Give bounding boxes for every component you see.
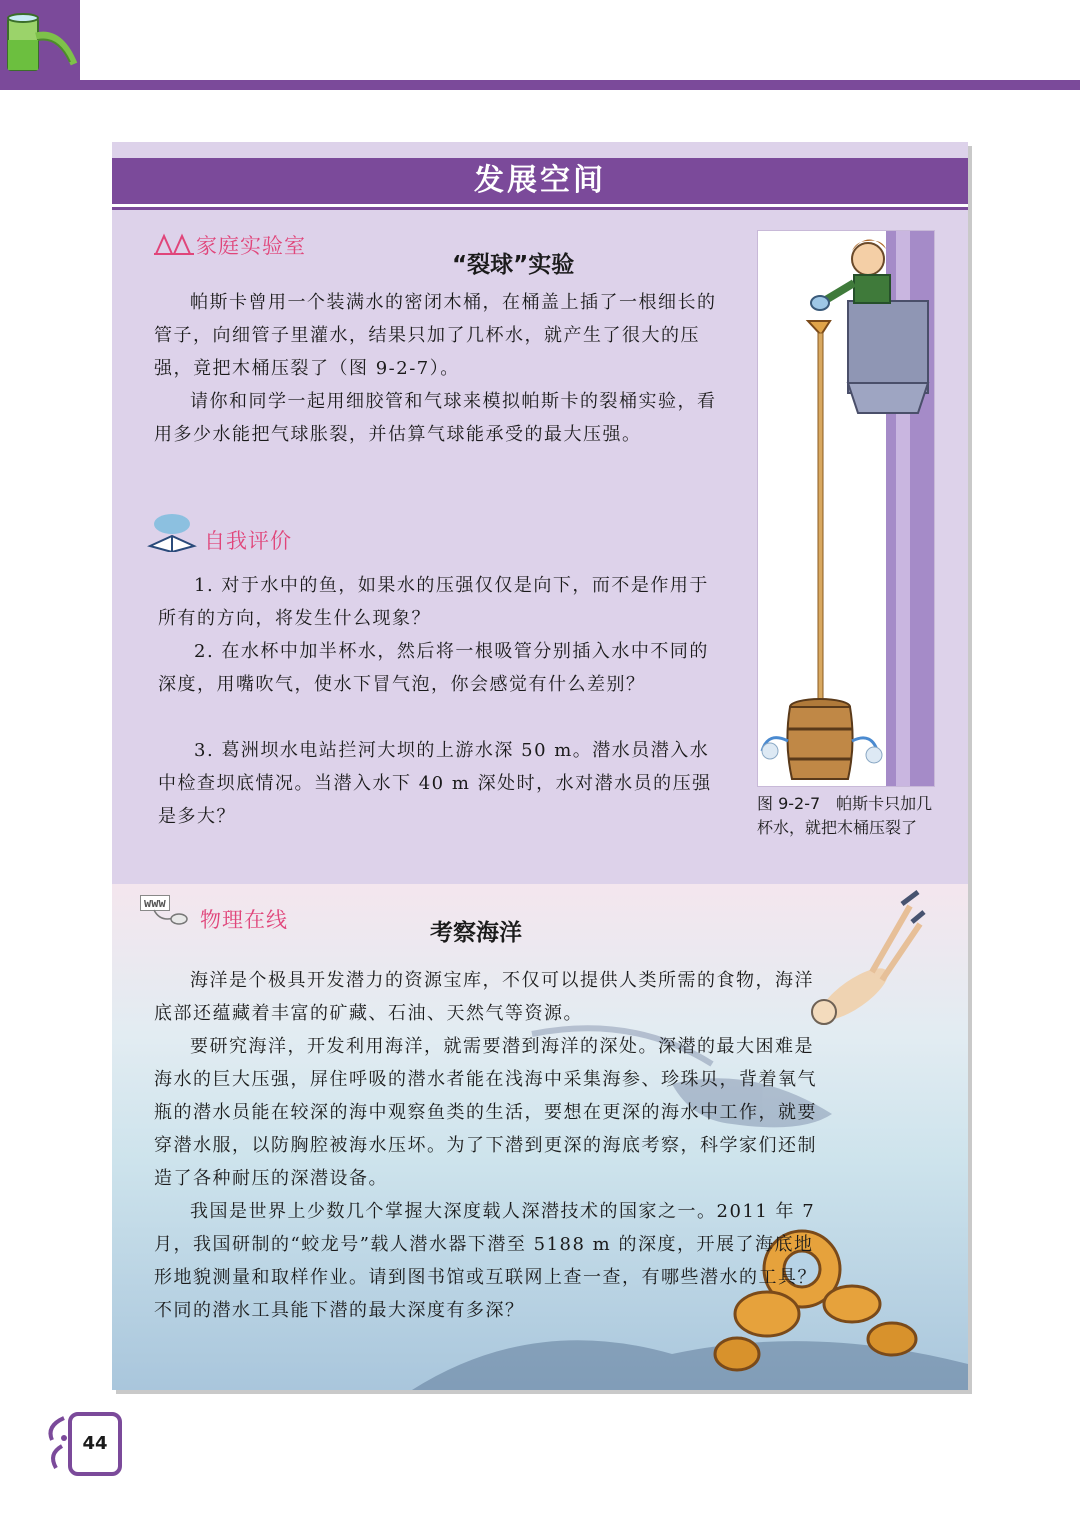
self-eval-question-3: 3. 葛洲坝水电站拦河大坝的上游水深 50 m。潜水员潜入水中检查坝底情况。当潜入水下 40 m 深处时，水对潜水员的压强是多大？	[158, 740, 712, 827]
self-eval-question-2: 2. 在水杯中加半杯水，然后将一根吸管分别插入水中不同的深度，用嘴吹气，使水下冒气泡，你会感觉有什么差别？	[158, 641, 709, 695]
www-icon	[140, 892, 192, 926]
online-heading: 物理在线	[200, 908, 288, 932]
online-paragraph-3: 我国是世界上少数几个掌握大深度载人深潜技术的国家之一。2011 年 7 月，我国研制的“蛟龙号”载人潜水器下潜至 5188 m 的深度，开展了海底地形地貌测量和取样作业。请到图书馆或互联网上查一查，有哪些潜水的工具？不同的潜水工具能下潜的最大深度有多深？	[154, 1201, 817, 1321]
header-stripe	[0, 80, 1080, 90]
self-eval-question-1: 1. 对于水中的鱼，如果水的压强仅仅是向下，而不是作用于所有的方向，将发生什么现象？	[158, 575, 709, 629]
home-lab-title: “裂球”实验	[452, 252, 575, 278]
beaker-icon	[0, 0, 80, 80]
home-lab-paragraph-2: 请你和同学一起用细胶管和气球来模拟帕斯卡的裂桶实验，看用多少水能把气球胀裂，并估算气球能承受的最大压强。	[154, 391, 717, 445]
page-number: 44	[82, 1433, 108, 1454]
development-space-section	[112, 142, 968, 1390]
figure-caption: 图 9-2-7 帕斯卡只加几杯水，就把木桶压裂了	[757, 794, 933, 837]
www-label: www	[140, 895, 170, 911]
online-title: 考察海洋	[430, 920, 522, 946]
book-icon	[146, 512, 198, 552]
header-corner	[0, 0, 80, 86]
self-eval-heading: 自我评价	[204, 529, 292, 553]
page-number-box	[68, 1412, 122, 1476]
top-header-bar	[0, 0, 1080, 92]
section-banner	[112, 158, 968, 207]
section-title: 发展空间	[474, 163, 606, 198]
pascal-barrel-figure	[757, 230, 935, 787]
pascal-barrel-illustration	[758, 231, 934, 786]
online-paragraph-2: 要研究海洋，开发利用海洋，就需要潜到海洋的深处。深潜的最大困难是海水的巨大压强，屏住呼吸的潜水者能在浅海中采集海参、珍珠贝，背着氧气瓶的潜水员能在较深的海中观察鱼类的生活，要想在更深的海水中工作，就要穿潜水服，以防胸腔被海水压坏。为了下潜到更深的海底考察，科学家们还制造了各种耐压的深潜设备。	[154, 1036, 817, 1189]
home-lab-heading: 家庭实验室	[196, 234, 306, 258]
mouse-icon	[152, 908, 188, 926]
online-paragraph-1: 海洋是个极具开发潜力的资源宝库，不仅可以提供人类所需的食物，海洋底部还蕴藏着丰富的矿藏、石油、天然气等资源。	[154, 970, 814, 1024]
balance-icon	[154, 232, 194, 258]
home-lab-paragraph-1: 帕斯卡曾用一个装满水的密闭木桶，在桶盖上插了一根细长的管子，向细管子里灌水，结果只加了几杯水，就产生了很大的压强，竟把木桶压裂了（图 9-2-7）。	[154, 292, 717, 379]
